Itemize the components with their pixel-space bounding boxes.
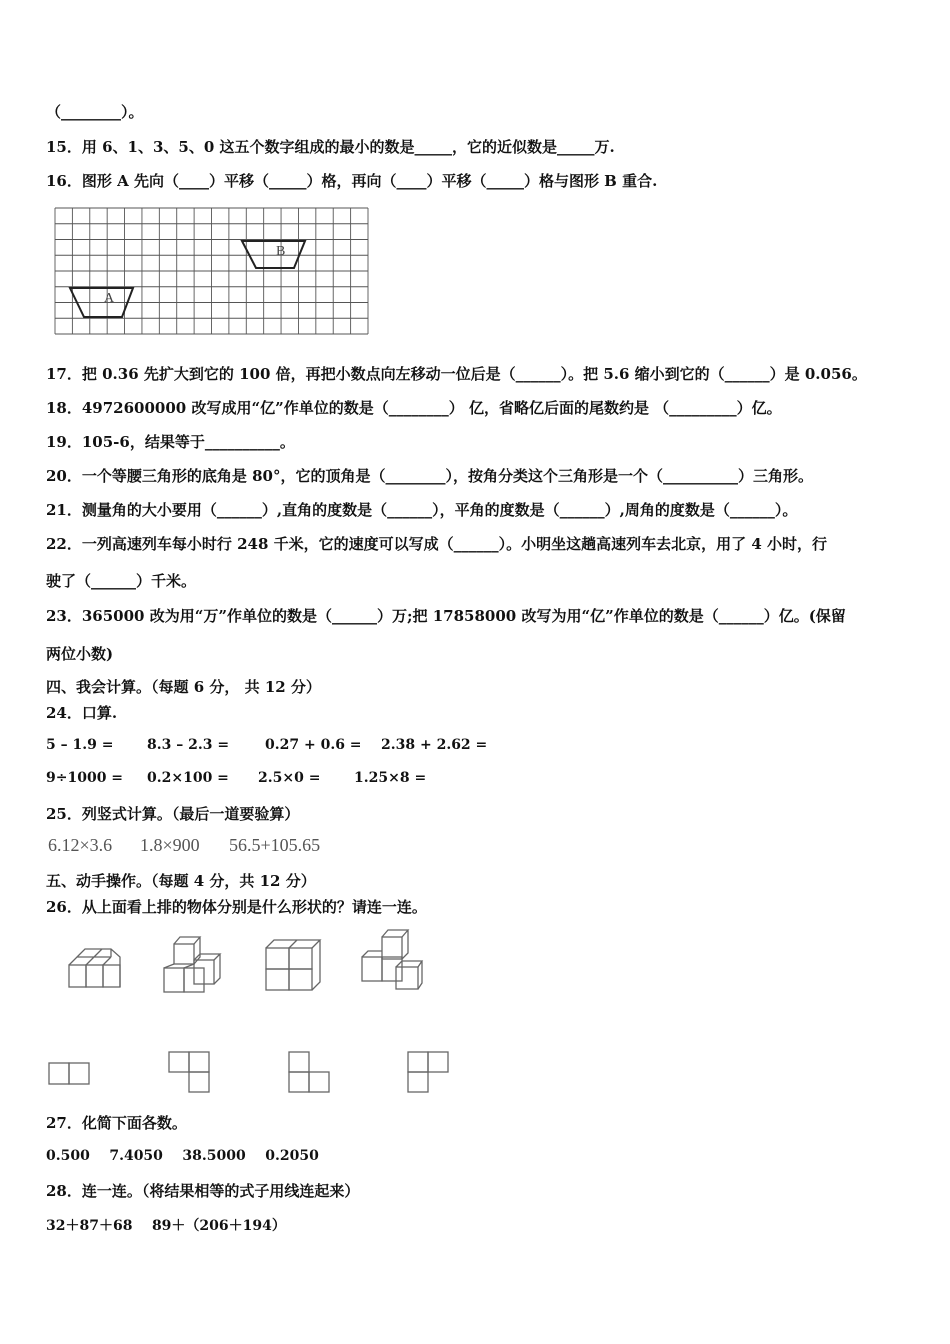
cube-figure-4 bbox=[356, 927, 426, 993]
calc-item: 0.27 + 0.6 = bbox=[265, 737, 362, 753]
question-27: 27．化简下面各数。 bbox=[46, 1114, 187, 1132]
calc-item: 2.38 + 2.62 = bbox=[381, 737, 488, 753]
calc-item: 8.3 – 2.3 = bbox=[147, 737, 230, 753]
vertical-calc-item: 1.8×900 bbox=[140, 835, 200, 855]
top-view-1 bbox=[46, 1060, 92, 1088]
calc-item: 9÷1000 = bbox=[46, 770, 124, 786]
label-a: A bbox=[104, 291, 115, 306]
question-23-line1: 23．365000 改为用“万”作单位的数是（______）万;把 17858000 改写为用“亿”作单位的数是（______）亿。(保留 bbox=[46, 607, 846, 625]
q14-tail: （________）。 bbox=[46, 103, 144, 121]
question-18: 18．4972600000 改写成用“亿”作单位的数是（________） 亿，省略亿后面的尾数约是 （_________）亿。 bbox=[46, 399, 782, 417]
calc-item: 2.5×0 = bbox=[258, 770, 321, 786]
grid-figure bbox=[54, 207, 370, 337]
question-21: 21．测量角的大小要用（______）,直角的度数是（______），平角的度数是（______）,周角的度数是（______）。 bbox=[46, 501, 798, 519]
question-28: 28．连一连。（将结果相等的式子用线连起来） bbox=[46, 1182, 360, 1200]
question-16: 16．图形 A 先向（____）平移（_____）格，再向（____）平移（_____）格与图形 B 重合. bbox=[46, 172, 658, 190]
label-b: B bbox=[276, 244, 286, 259]
calc-item: 1.25×8 = bbox=[354, 770, 427, 786]
question-24: 24．口算. bbox=[46, 704, 118, 722]
question-15: 15．用 6、1、3、5、0 这五个数字组成的最小的数是_____，它的近似数是_____万. bbox=[46, 138, 615, 156]
q27-numbers: 0.500 7.4050 38.5000 0.2050 bbox=[46, 1148, 319, 1164]
top-view-2 bbox=[166, 1049, 212, 1095]
question-19: 19．105-6，结果等于__________。 bbox=[46, 433, 295, 451]
calc-item: 5 – 1.9 = bbox=[46, 737, 114, 753]
calc-item: 0.2×100 = bbox=[147, 770, 229, 786]
question-20: 20．一个等腰三角形的底角是 80°，它的顶角是（________），按角分类这个三角形是一个（__________）三角形。 bbox=[46, 467, 813, 485]
q28-expressions: 32＋87＋68 89＋（206＋194） bbox=[46, 1218, 286, 1234]
cube-figure-1 bbox=[66, 945, 126, 991]
question-25: 25．列竖式计算。（最后一道要验算） bbox=[46, 805, 300, 823]
cube-figure-3 bbox=[262, 936, 324, 994]
question-26: 26．从上面看上排的物体分别是什么形状的？请连一连。 bbox=[46, 898, 427, 916]
section-4-heading: 四、我会计算。（每题 6 分， 共 12 分） bbox=[46, 678, 321, 696]
cube-figure-2 bbox=[160, 934, 226, 996]
question-17: 17．把 0.36 先扩大到它的 100 倍，再把小数点向左移动一位后是（______）。把 5.6 缩小到它的（______）是 0.056。 bbox=[46, 365, 867, 383]
trapezoid-b bbox=[242, 241, 305, 268]
top-view-4 bbox=[405, 1049, 451, 1095]
section-5-heading: 五、动手操作。（每题 4 分，共 12 分） bbox=[46, 872, 316, 890]
question-22-line2: 驶了（______）千米。 bbox=[46, 572, 197, 590]
question-22-line1: 22．一列高速列车每小时行 248 千米，它的速度可以写成（______）。小明坐这趟高速列车去北京，用了 4 小时，行 bbox=[46, 535, 828, 553]
vertical-calc-item: 6.12×3.6 bbox=[48, 835, 113, 855]
top-view-3 bbox=[286, 1049, 332, 1095]
question-23-line2: 两位小数) bbox=[46, 645, 114, 663]
vertical-calc-item: 56.5+105.65 bbox=[229, 835, 321, 855]
